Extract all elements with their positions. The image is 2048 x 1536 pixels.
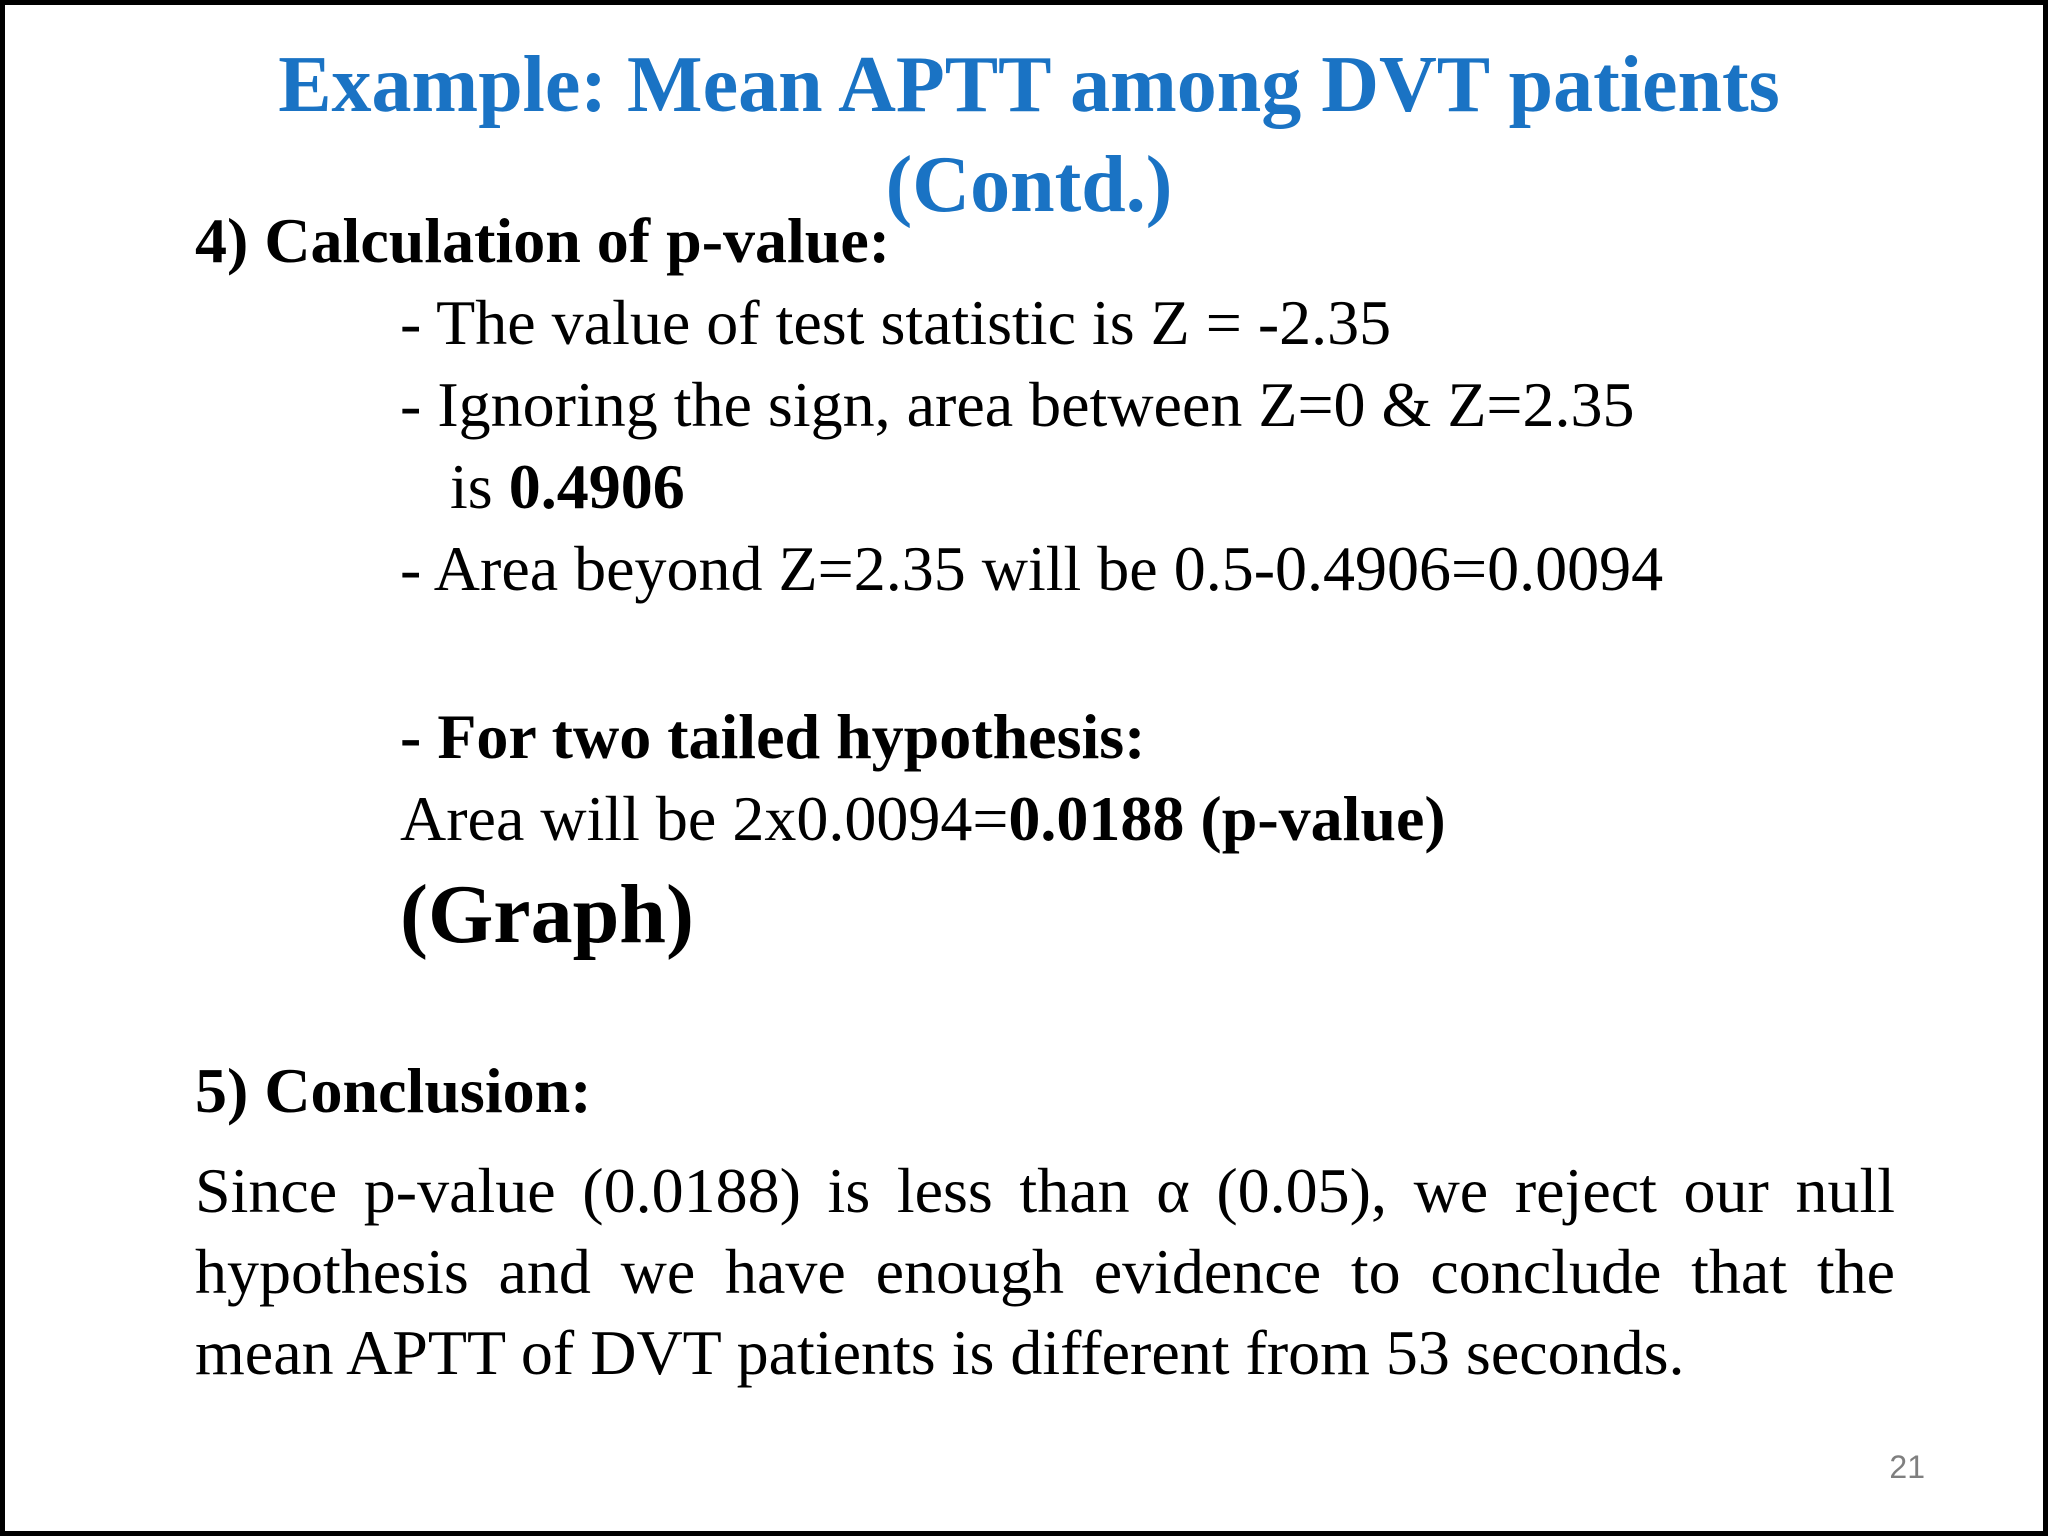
area-value-bold: 0.4906 — [508, 451, 685, 522]
page-number: 21 — [1889, 1449, 1925, 1485]
ignoring-sign-line: - Ignoring the sign, area between Z=0 & Z=2.35 — [400, 369, 1635, 440]
area-value-line — [450, 447, 685, 527]
two-tailed-area-line — [400, 779, 1446, 859]
test-statistic-line: - The value of test statistic is Z = -2.35 — [400, 287, 1392, 358]
p-value-number: 0.0188 — [1008, 783, 1185, 854]
p-value-label: (p-value) — [1184, 783, 1446, 854]
slide-title-line2: (Contd.) — [885, 141, 1173, 229]
area-beyond-line: - Area beyond Z=2.35 will be 0.5-0.4906=0.0094 — [400, 533, 1664, 604]
step4-heading: 4) Calculation of p-value: — [195, 205, 891, 276]
graph-label: (Graph) — [400, 868, 694, 961]
two-tailed-area-prefix: Area will be 2x0.0094= — [400, 783, 1009, 854]
area-value-prefix: is — [450, 451, 509, 522]
two-tailed-heading: - For two tailed hypothesis: — [400, 701, 1146, 772]
slide-title-line1: Example: Mean APTT among DVT patients — [278, 41, 1780, 129]
step5-heading: 5) Conclusion: — [195, 1055, 592, 1126]
conclusion-text: Since p-value (0.0188) is less than α (0.05), we reject our null hypothesis and we have enough evidence to conclude that the mean APTT of DVT patients is different from 53 seconds. — [195, 1155, 1895, 1388]
